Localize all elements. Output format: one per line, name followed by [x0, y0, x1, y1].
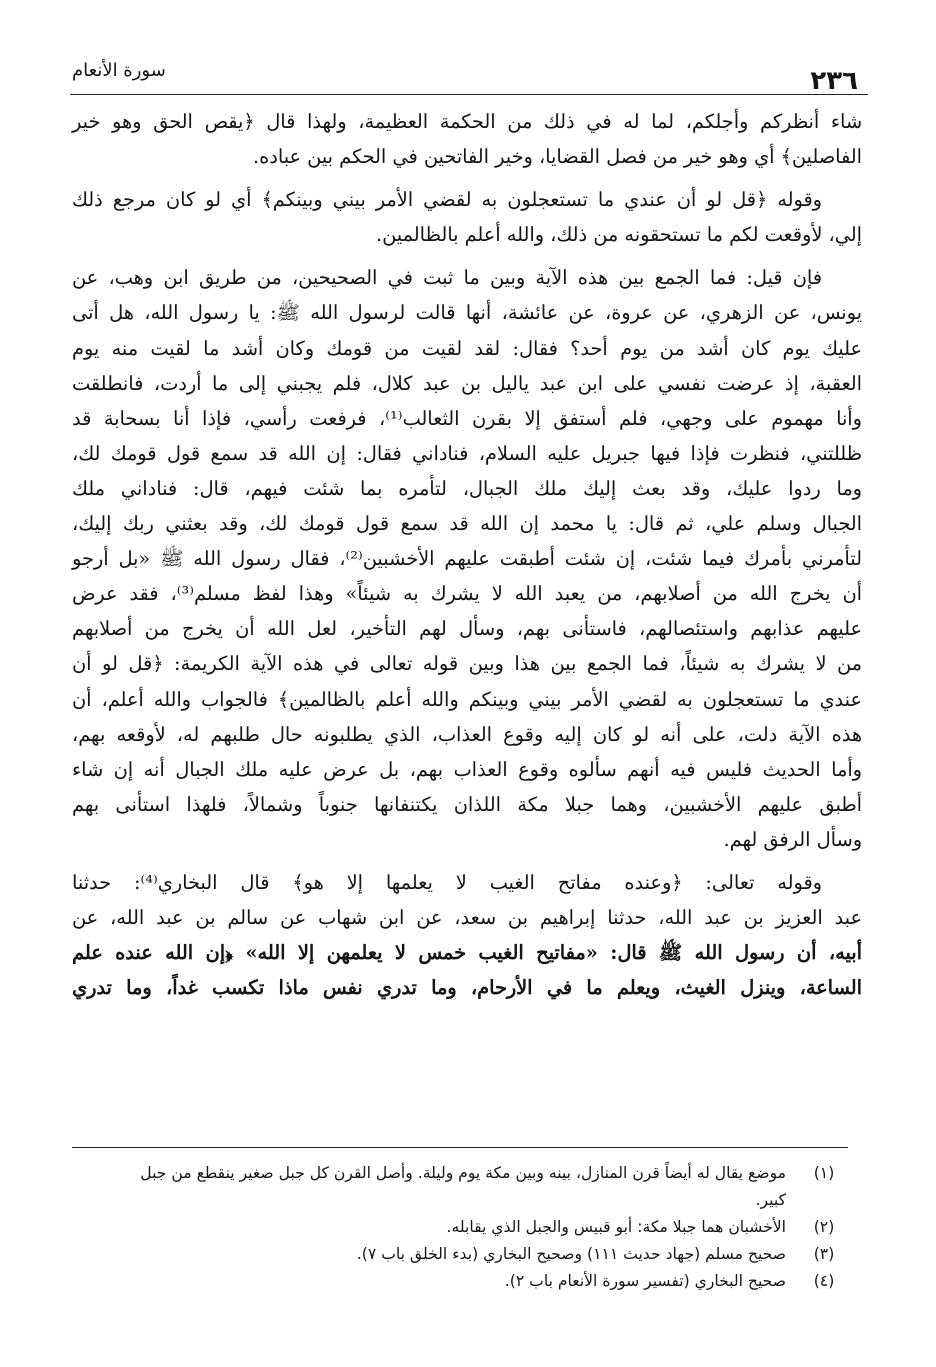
main-text — [72, 104, 862, 1013]
text-line: عليك يوم كان أشد من يوم أحد؟ فقال: لقد لقيت من قومك وكان أشد ما لقيت منه يوم — [72, 336, 862, 360]
text-line: العقبة، إذ عرضت نفسي على ابن عبد ياليل بن عبد كلال، فلم يجبني إلى ما أردت، فانطلقت — [72, 371, 862, 395]
text-line: الفاصلين﴾ أي وهو خير من فصل القضايا، وخير الفاتحين في الحكم بين عباده. — [253, 145, 862, 169]
footnote-text: كبير. — [755, 1191, 786, 1209]
text-line: ظللتني، فنظرت فإذا فيها جبريل عليه السلام، فناداني فقال: إن الله قد سمع قول قومك لك، — [72, 441, 862, 465]
footnote-text: موضع يقال له أيضاً قرن المنازل، بينه وبين مكة يوم وليلة. وأصل القرن كل جبل صغير ينقطع من جبل — [140, 1164, 786, 1182]
text-line: إلي، لأوقعت لكم ما تستحقونه من ذلك، والله أعلم بالظالمين. — [376, 223, 862, 247]
text-line: من لا يشرك به شيئاً، فما الجمع بين هذا وبين قوله تعالى في هذه الآية الكريمة: ﴿قل لو أن — [72, 652, 862, 676]
page-number: ٢٣٦ — [810, 66, 858, 96]
footnote-1 — [90, 1160, 848, 1214]
footnote-number: (١) — [813, 1164, 835, 1182]
text-line: الساعة، وينزل الغيث، ويعلم ما في الأرحام، وما تدري نفس ماذا تكسب غداً، وما تدري — [72, 976, 862, 1000]
text-line: وقوله تعالى: ﴿وعنده مفاتح الغيب لا يعلمها إلا هو﴾ قال البخاري⁽⁴⁾: حدثنا — [72, 870, 822, 894]
text-line: أطبق عليهم الأخشبين، وهما جبلا مكة اللذان يكتنفانها جنوباً وشمالاً، فلهذا استأنى بهم — [72, 792, 862, 816]
footnote-text: صحيح مسلم (جهاد حديث ١١١) وصحيح البخاري (بدء الخلق باب ٧). — [356, 1245, 786, 1263]
text-line: شاء أنظركم وأجلكم، لما له في ذلك من الحكمة العظيمة، ولهذا قال ﴿يقص الحق وهو خير — [72, 110, 862, 133]
text-line: أبيه، أن رسول الله ﷺ قال: «مفاتيح الغيب خمس لا يعلمهن إلا الله» ﴿إن الله عنده علم — [72, 941, 862, 965]
text-line: الجبال وسلم علي، ثم قال: يا محمد إن الله قد سمع قول قومك لك، وقد بعثني ربك إليك، — [72, 512, 862, 536]
text-line: هذه الآية دلت، على أنه لو كان إليه وقوع العذاب، الذي يطلبونه حال طلبهم له، لأوقعه بهم، — [72, 722, 862, 746]
footnote-4 — [90, 1268, 848, 1295]
paragraph-1 — [72, 104, 862, 174]
footnote-number: (٢) — [813, 1218, 835, 1236]
text-line: وسأل الرفق لهم. — [723, 827, 862, 851]
text-line: لتأمرني بأمرك فيما شئت، إن شئت أطبقت عليهم الأخشبين⁽²⁾، فقال رسول الله ﷺ «بل أرجو — [72, 547, 862, 571]
text-line: عبد العزيز بن عبد الله، حدثنا إبراهيم بن سعد، عن ابن شهاب عن سالم بن عبد الله، عن — [72, 906, 862, 930]
footnote-text: الأخشبان هما جبلا مكة: أبو قبيس والجبل الذي يقابله. — [446, 1218, 786, 1236]
text-line: وأما الحديث فليس فيه أنهم سألوه وقوع العذاب بهم، بل عرض عليه ملك الجبال أنه إن شاء — [72, 757, 862, 781]
footnote-2 — [90, 1214, 848, 1241]
text-line: عليهم عذابهم واستئصالهم، فاستأنى بهم، وسأل لهم التأخير، لعل الله أن يخرج من أصلابهم — [72, 617, 862, 641]
footnote-3 — [90, 1241, 848, 1268]
text-line: يونس، عن الزهري، عن عروة، عن عائشة، أنها قالت لرسول الله ﷺ: يا رسول الله، هل أتى — [72, 301, 862, 325]
footnotes — [90, 1160, 848, 1295]
text-line: وقوله ﴿قل لو أن عندي ما تستعجلون به لقضي الأمر بيني وبينكم﴾ أي لو كان مرجع ذلك — [72, 188, 822, 212]
paragraph-3 — [72, 260, 862, 857]
text-line: أن يخرج الله من أصلابهم، من يعبد الله لا يشرك به شيئاً» وهذا لفظ مسلم⁽³⁾، فقد عرض — [72, 582, 862, 606]
page-header — [70, 58, 868, 95]
text-line: عندي ما تستعجلون به لقضي الأمر بيني وبينكم والله أعلم بالظالمين﴾ فالجواب والله أعلم، أن — [72, 687, 862, 711]
paragraph-4 — [72, 865, 862, 1005]
footnote-number: (٤) — [813, 1272, 835, 1290]
running-title: سورة الأنعام — [72, 60, 166, 81]
footnote-text: صحيح البخاري (تفسير سورة الأنعام باب ٢). — [504, 1272, 786, 1290]
text-line: فإن قيل: فما الجمع بين هذه الآية وبين ما ثبت في الصحيحين، من طريق ابن وهب، عن — [72, 266, 822, 290]
footnote-number: (٣) — [813, 1245, 835, 1263]
text-line: وأنا مهموم على وجهي، فلم أستفق إلا بقرن الثعالب⁽¹⁾، فرفعت رأسي، فإذا أنا بسحابة قد — [72, 406, 862, 430]
text-line: وما ردوا عليك، وقد بعث إليك ملك الجبال، لتأمره بما شئت فيهم، قال: فناداني ملك — [72, 476, 862, 500]
paragraph-2 — [72, 182, 862, 252]
footnote-divider — [72, 1147, 848, 1148]
